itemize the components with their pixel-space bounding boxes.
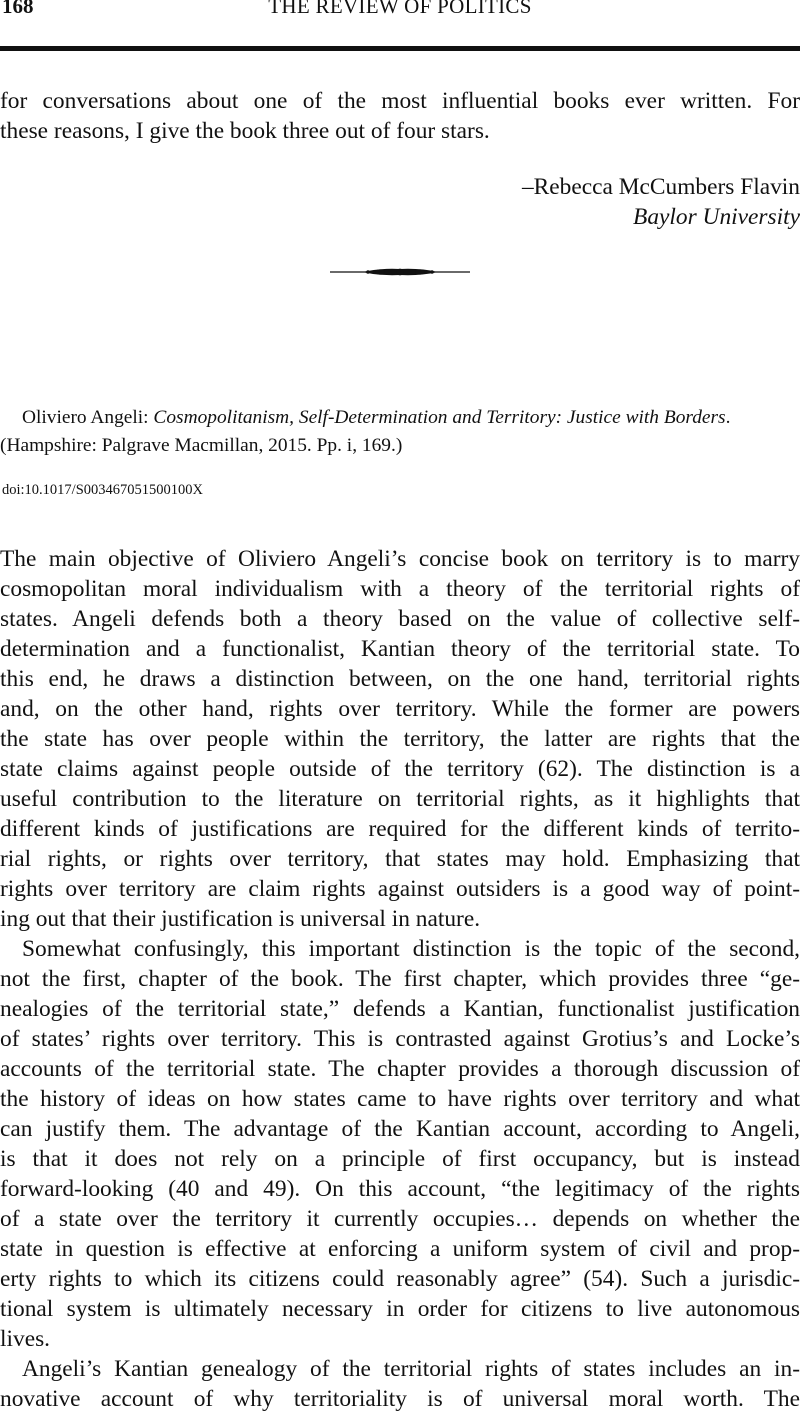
body-line: Somewhat confusingly, this important distinction is the topic of the second, <box>22 936 800 962</box>
section-divider-ornament <box>328 262 472 282</box>
body-line: states. Angeli defends both a theory based on the value of collective self- <box>0 606 800 632</box>
body-line: forward-looking (40 and 49). On this account, “the legitimacy of the rights <box>0 1176 800 1202</box>
body-line: tional system is ultimately necessary in order for citizens to live autonomous <box>0 1296 800 1322</box>
previous-review-line: for conversations about one of the most influential books ever written. For <box>0 88 800 114</box>
body-line: and, on the other hand, rights over territory. While the former are powers <box>0 696 800 722</box>
body-line: cosmopolitan moral individualism with a theory of the territorial rights of <box>0 576 800 602</box>
citation-publication: (Hampshire: Palgrave Macmillan, 2015. Pp. i, 169.) <box>0 435 403 456</box>
body-line: rial rights, or rights over territory, that states may hold. Emphasizing that <box>0 846 800 872</box>
running-header <box>0 0 800 24</box>
body-line: accounts of the territorial state. The chapter provides a thorough discussion of <box>0 1056 800 1082</box>
previous-review-line: these reasons, I give the book three out of four stars. <box>0 118 490 144</box>
body-line: Angeli’s Kantian genealogy of the territorial rights of states includes an in- <box>22 1356 800 1382</box>
body-line: state in question is effective at enforcing a uniform system of civil and prop- <box>0 1236 800 1262</box>
body-line: nealogies of the territorial state,” defends a Kantian, functionalist justification <box>0 996 800 1022</box>
body-line: state claims against people outside of the territory (62). The distinction is a <box>0 756 800 782</box>
citation-heading <box>0 405 800 431</box>
body-line: different kinds of justifications are required for the different kinds of territo- <box>0 816 800 842</box>
body-line: rights over territory are claim rights against outsiders is a good way of point- <box>0 876 800 902</box>
body-line: novative account of why territoriality is of universal moral worth. The <box>0 1386 800 1412</box>
body-line: lives. <box>0 1326 51 1352</box>
body-line: is that it does not rely on a principle of first occupancy, but is instead <box>0 1146 800 1172</box>
body-line: can justify them. The advantage of the Kantian account, according to Angeli, <box>0 1116 800 1142</box>
page-number: 168 <box>2 0 34 18</box>
body-line: of a state over the territory it currently occupies… depends on whether the <box>0 1206 800 1232</box>
reviewer-affiliation: Baylor University <box>633 204 800 230</box>
header-rule <box>0 46 800 51</box>
body-line: ing out that their justification is universal in nature. <box>0 906 481 932</box>
citation-title-end: . <box>725 407 731 428</box>
doi: doi:10.1017/S003467051500100X <box>2 482 203 498</box>
citation-title: Cosmopolitanism, Self-Determination and Territory: Justice with Borders <box>153 407 726 428</box>
body-line: the state has over people within the territory, the latter are rights that the <box>0 726 800 752</box>
body-line: of states’ rights over territory. This is contrasted against Grotius’s and Locke’s <box>0 1026 800 1052</box>
reviewer-name: –Rebecca McCumbers Flavin <box>521 174 800 200</box>
journal-title: THE REVIEW OF POLITICS <box>268 0 532 18</box>
body-line: The main objective of Oliviero Angeli’s concise book on territory is to marry <box>0 546 800 572</box>
body-line: erty rights to which its citizens could reasonably agree” (54). Such a jurisdic- <box>0 1266 800 1292</box>
body-line: useful contribution to the literature on territorial rights, as it highlights that <box>0 786 800 812</box>
citation-author: Oliviero Angeli: <box>22 407 154 428</box>
body-line: the history of ideas on how states came to have rights over territory and what <box>0 1086 800 1112</box>
body-line: not the first, chapter of the book. The first chapter, which provides three “ge- <box>0 966 800 992</box>
body-line: determination and a functionalist, Kantian theory of the territorial state. To <box>0 636 800 662</box>
body-line: this end, he draws a distinction between, on the one hand, territorial rights <box>0 666 800 692</box>
